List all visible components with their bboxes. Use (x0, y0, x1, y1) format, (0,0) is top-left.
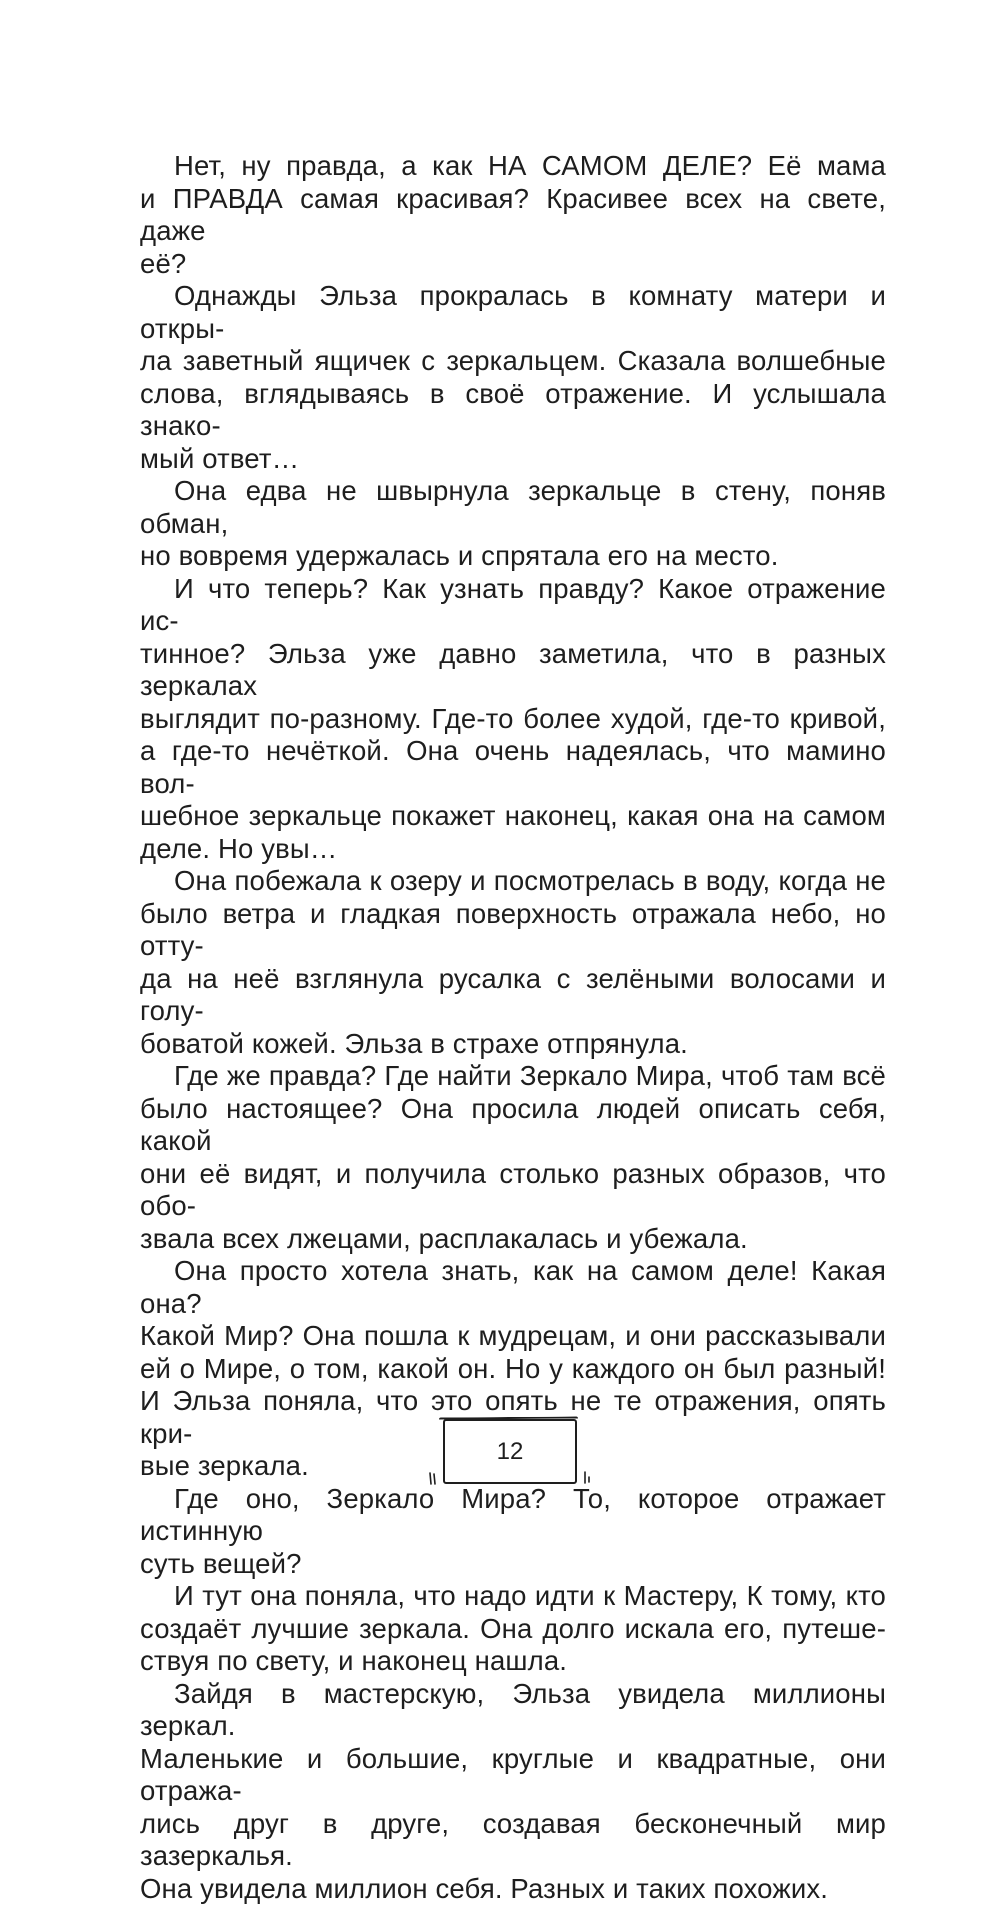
text-line: мый ответ… (140, 443, 886, 476)
text-line: Где оно, Зеркало Мира? То, которое отражает истинную (140, 1483, 886, 1548)
page-number: 12 (497, 1438, 524, 1466)
paragraph (140, 1060, 886, 1255)
text-line: да на неё взглянула русалка с зелёными волосами и голу- (140, 963, 886, 1028)
text-line: Она просто хотела знать, как на самом деле! Какая она? (140, 1255, 886, 1320)
text-line: было настоящее? Она просила людей описать себя, какой (140, 1093, 886, 1158)
text-line: Нет, ну правда, а как НА САМОМ ДЕЛЕ? Её мама (140, 150, 886, 183)
text-line: шебное зеркальце покажет наконец, какая она на самом (140, 800, 886, 833)
text-line: Она увидела миллион себя. Разных и таких похожих. (140, 1873, 886, 1905)
text-line: деле. Но увы… (140, 833, 886, 866)
paragraph (140, 573, 886, 866)
text-line: Где же правда? Где найти Зеркало Мира, чтоб там всё (140, 1060, 886, 1093)
text-line: и ПРАВДА самая красивая? Красивее всех на свете, даже (140, 183, 886, 248)
text-line: слова, вглядываясь в своё отражение. И услышала знако- (140, 378, 886, 443)
text-line: И тут она поняла, что надо идти к Мастеру, К тому, кто (140, 1580, 886, 1613)
page-number-frame (443, 1419, 577, 1484)
paragraph (140, 865, 886, 1060)
right-frame-tick-marks (583, 1470, 593, 1486)
text-line: было ветра и гладкая поверхность отражала небо, но отту- (140, 898, 886, 963)
text-line: вые зеркала. (140, 1450, 886, 1483)
text-line: Зайдя в мастерскую, Эльза увидела миллионы зеркал. (140, 1678, 886, 1743)
text-line: И что теперь? Как узнать правду? Какое отражение ис- (140, 573, 886, 638)
paragraph (140, 1580, 886, 1678)
paragraph (140, 1483, 886, 1581)
paragraph (140, 475, 886, 573)
text-line: её? (140, 248, 886, 281)
text-line: они её видят, и получила столько разных образов, что обо- (140, 1158, 886, 1223)
text-line: И Эльза поняла, что это опять не те отражения, опять кри- (140, 1385, 886, 1450)
text-line: боватой кожей. Эльза в страхе отпрянула. (140, 1028, 886, 1061)
text-line: звала всех лжецами, расплакалась и убежала. (140, 1223, 886, 1256)
text-line: а где-то нечёткой. Она очень надеялась, что мамино вол- (140, 735, 886, 800)
paragraph (140, 1678, 886, 1905)
text-line: лись друг в друге, создавая бесконечный мир зазеркалья. (140, 1808, 886, 1873)
paragraph (140, 280, 886, 475)
text-line: Маленькие и большие, круглые и квадратные, они отража- (140, 1743, 886, 1808)
text-line: создаёт лучшие зеркала. Она долго искала его, путеше- (140, 1613, 886, 1646)
text-line: Однажды Эльза прокралась в комнату матери и откры- (140, 280, 886, 345)
paragraph (140, 150, 886, 280)
text-line: ствуя по свету, и наконец нашла. (140, 1645, 886, 1678)
left-frame-tick-marks (428, 1470, 438, 1486)
text-line: Она едва не швырнула зеркальце в стену, поняв обман, (140, 475, 886, 540)
text-line: Она побежала к озеру и посмотрелась в воду, когда не (140, 865, 886, 898)
text-line: ей о Мире, о том, какой он. Но у каждого он был разный! (140, 1353, 886, 1386)
page-body-text (140, 150, 886, 1905)
text-line: суть вещей? (140, 1548, 886, 1581)
text-line: ла заветный ящичек с зеркальцем. Сказала волшебные (140, 345, 886, 378)
text-line: Какой Мир? Она пошла к мудрецам, и они рассказывали (140, 1320, 886, 1353)
text-line: тинное? Эльза уже давно заметила, что в разных зеркалах (140, 638, 886, 703)
text-line: но вовремя удержалась и спрятала его на место. (140, 540, 886, 573)
text-line: выглядит по-разному. Где-то более худой, где-то кривой, (140, 703, 886, 736)
